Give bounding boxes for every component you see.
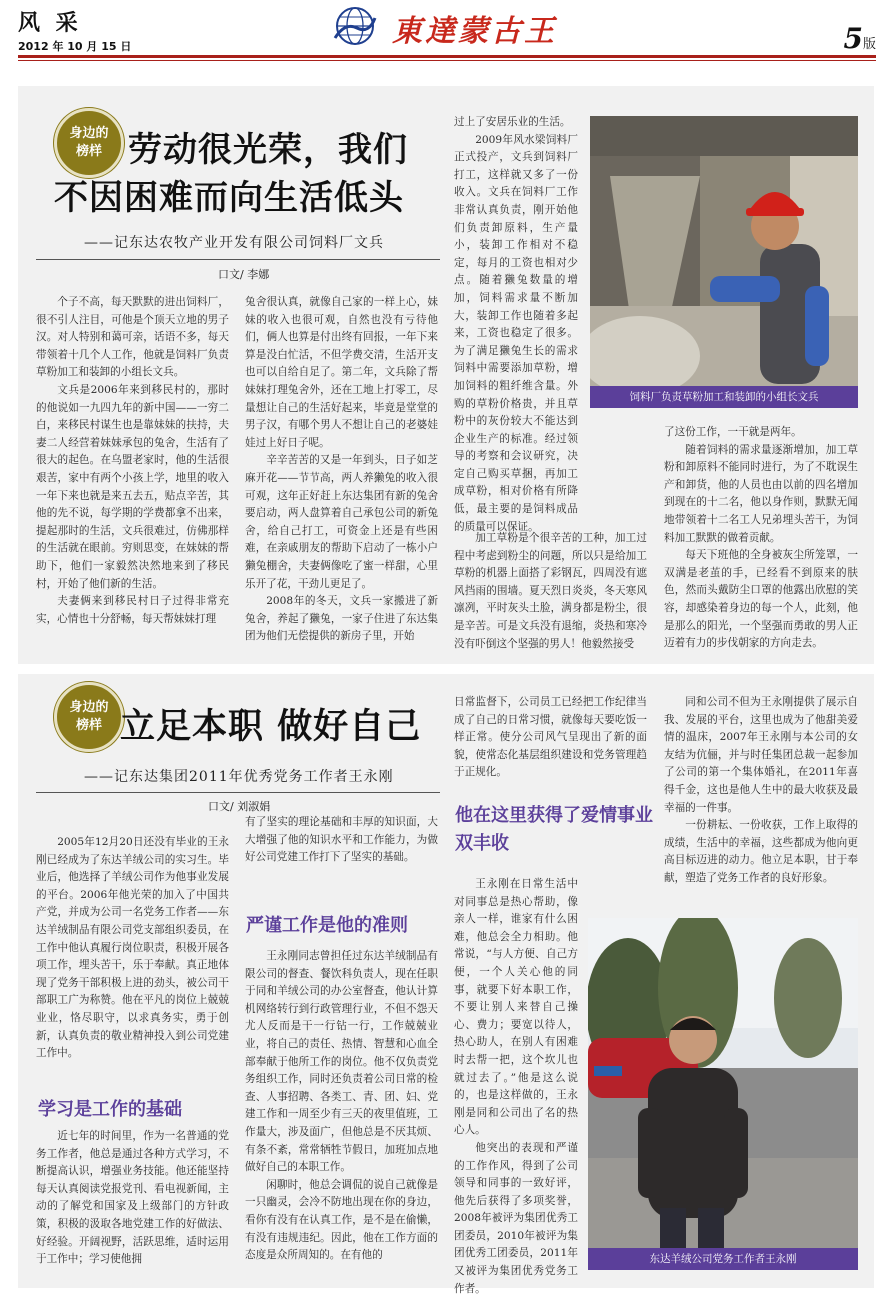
paragraph: 了这份工作，一干就是两年。: [664, 426, 802, 438]
paragraph: 闲聊时，他总会调侃的说自己就像是一只幽灵，会冷不防地出现在你的身边，看你有没有在认真工作，是不是在偷懒，有没有违规违纪。因此，他在工作方面的态度是众所周知的。在有他的: [245, 1178, 438, 1262]
article-1-column-3-lower: [454, 530, 647, 653]
article-2-column-1-lower: [36, 1128, 229, 1269]
paragraph: 一份耕耘、一份收获，工作上取得的成绩，生活中的幸福，这些都成为他向更高目标迈进的动力。他立足本职，甘于奉献，塑造了党务工作者的良好形象。: [664, 819, 858, 884]
article-1-column-4: [664, 424, 858, 653]
paragraph: 每天下班他的全身被灰尘所笼罩，一双满是老茧的手，已经看不到原来的肤色，然而头戴防尘口罩的他露出欣慰的笑容，却感染着身边的每一个人，此刻，他是那么的阳光，一个坚强而勇敢的男人正迈着有力的步伐朝家的方向走去。: [664, 549, 858, 650]
article-2-column-1: [36, 834, 229, 1063]
article-1-column-3: [454, 114, 578, 536]
paragraph: 过上了安居乐业的生活。: [454, 116, 571, 128]
paragraph: 文兵是2006年来到移民村的，那时的他说如一九四九年的新中国——一穷二白，来移民村谋生也是靠妹妹的扶持，夫妻二人经营着妹妹承包的兔舍，生活有了很大的起色。在乌盟老家时，他的生活很艰苦，家中有两个小孩上学，地里的收入一年下来也就是来五去五，贴点辛苦，其他的先不说，每学期的学费都拿不出来，提起那时的生活，文兵很难过，仿佛那样的生活就在眼前。穷则思变，在妹妹的帮助下，他们一家毅然决然地来到了移民村，开始了他们新的生活。: [36, 383, 229, 590]
section-heading-study: 学习是工作的基础: [38, 1099, 182, 1120]
header-rule-thin: [18, 60, 876, 61]
section-heading-rigor: 严谨工作是他的准则: [246, 915, 408, 936]
article-1-photo: [590, 116, 858, 408]
paragraph: 2005年12月20日还没有毕业的王永刚已经成为了东达羊绒公司的实习生。毕业后，他选择了羊绒公司作为他事业发展的平台。2006年他光荣的加入了中国共产党，并成为公司一名党务工作者——东达羊绒制品有限公司党支部组织委员，在工作中他认真履行岗位职责，积极开展各项工作，埋头苦干，乐于奉献。真正地体现了党务干部积极上进的劲头，被公司干部职工广为称赞。他在平凡的岗位上兢兢业业，恪尽职守，以求真务实，勇于创新，认真负责的敬业精神投入到公司党建工作中。: [36, 836, 229, 1060]
page-number-value: 5: [843, 22, 863, 55]
paragraph: 王永刚在日常生活中对同事总是热心帮助，像亲人一样，谁家有什么困难，他总会全力相助。他常说，“与人方便、自己方便，一个人关心他的同事，就要下好本职工作，不要让别人来替自己操心、费力；要宽以待人，热心助人，在别人有困难时去帮一把，这个坎儿也就过去了。”他是这么说的，也是这样做的，王永刚是同和公司出了名的热心人。: [454, 878, 578, 1137]
paragraph: 随着饲料的需求量逐渐增加，加工草粉和卸原料不能同时进行，为了不耽误生产和卸货，他的人员也由以前的四名增加到现在的十二名，他以身作则，默默无闻地带领着十二名工人兄弟埋头苦干，为饲料加工默默的做着贡献。: [664, 443, 858, 544]
article-2-photo-caption: 东达羊绒公司党务工作者王永刚: [588, 1248, 858, 1270]
paragraph: 辛辛苦苦的又是一年到头，日子如芝麻开花——节节高，两人养獭兔的收入很可观，这年正好赶上东达集团有新的兔舍要启动，两人盘算着自己承包公司的新兔舍，给自己打工，可资金上还是有些困难，在亲戚朋友的帮助下启动了一栋小户獭兔棚舍，夫妻俩像吃了蜜一样甜，心里乐开了花，干劲儿更足了。: [245, 454, 438, 590]
badge-line-1: 身边的: [69, 126, 109, 141]
article-2-title: 立足本职 做好自己: [120, 707, 422, 747]
article-2-badge: [54, 682, 124, 752]
article-1-subtitle: ——记东达农牧产业开发有限公司饲料厂文兵: [84, 235, 384, 251]
article-2-column-2: [245, 814, 438, 867]
paragraph: 有了坚实的理论基础和丰厚的知识面，大大增强了他的知识水平和工作能力，为做好公司党建工作打下了坚实的基础。: [245, 816, 438, 864]
section-heading-love-career: 他在这里获得了爱情事业双丰收: [455, 805, 653, 854]
paragraph: 日常监督下，公司员工已经把工作纪律当成了自己的日常习惯，就像每天要吃饭一样正常。使分公司风气呈现出了新的面貌，使常态化基层组织建设和党务管理趋于正规化。: [454, 696, 647, 779]
header-rule: [18, 55, 876, 58]
page-number: [844, 22, 877, 55]
article-2-title-rule: [36, 792, 440, 793]
article-1-column-2: [245, 294, 438, 646]
newspaper-name: 東達蒙古王: [392, 14, 557, 49]
article-1-title-line-1: 劳动很光荣，我们: [128, 130, 408, 170]
article-1-byline: 口文/ 李娜: [218, 268, 270, 281]
paragraph: 王永刚同志曾担任过东达羊绒制品有限公司的督查、餐饮科负责人，现在任职于同和羊绒公司的办公室督查，他认计算机网络转行到行政管理行业，不但不怨天尤人反而是干一行钻一行，工作兢兢业业，将自己的责任、热情、智慧和心血全部奉献于他所工作的岗位。他不仅负责党务组织工作，同时还负责着公司日常的检查、人事招聘、各类工、青、团、妇、党建工作和一周至少有三天的夜里值班，工作量大，涉及面广，但他总是不厌其烦、有条不紊，常常牺牲节假日，加班加点地做好自己的本职工作。: [245, 950, 438, 1174]
paragraph: 夫妻俩来到移民村日子过得非常充实，心情也十分舒畅，每天帮妹妹打理: [36, 595, 229, 625]
paragraph: 2008年的冬天，文兵一家搬进了新兔舍，养起了獭兔，一家子住进了东达集团为他们无偿提供的新房子里，开始: [245, 595, 438, 643]
article-2-column-3: [454, 694, 647, 782]
issue-date: 2012 年 10 月 15 日: [18, 40, 132, 53]
article-1-photo-caption: 饲料厂负责草粉加工和装卸的小组长文兵: [590, 386, 858, 408]
badge-line-1: 身边的: [69, 700, 109, 715]
article-1-title-rule: [36, 259, 440, 260]
badge-line-2: 榜样: [75, 718, 102, 733]
paragraph: 他突出的表现和严谨的工作作风，得到了公司领导和同事的一致好评，他先后获得了多项奖誉，2008年被评为集团优秀工团委员，2010年被评为集团优秀工团委员，2011年又被评为集团优秀党务工作者。: [454, 1141, 578, 1295]
paragraph: 加工草粉是个很辛苦的工种，加工过程中考虑到粉尘的问题，所以只是给加工草粉的机器上面搭了彩钢瓦，四周没有遮风挡雨的围墙。夏天烈日炎炎，冬天寒风凛冽，平时灰头土脸，满身都是粉尘，很是辛苦。可是文兵没有退缩，炎热和寒冷没有吓倒这个坚强的男人！他毅然接受: [454, 532, 647, 650]
worker-photo-illustration: [590, 116, 858, 408]
man-photo-illustration: [588, 918, 858, 1270]
article-2-byline: 口文/ 刘淑娟: [208, 800, 271, 813]
globe-logo-icon: [333, 4, 377, 48]
article-2-column-2-lower: [245, 948, 438, 1265]
paragraph: 近七年的时间里，作为一名普通的党务工作者，他总是通过各种方式学习，不断提高认识，增强业务技能。他还能坚持每天认真阅读党报党刊、看电视新闻，主动的了解党和国家及上级部门的方针政策，积极的汲取各地党建工作的好做法、好经验。开阔视野，活跃思维，适时运用于工作中；学习使他拥: [36, 1130, 229, 1266]
badge-line-2: 榜样: [75, 144, 102, 159]
article-1-badge: [54, 108, 124, 178]
paragraph: 同和公司不但为王永刚提供了展示自我、发展的平台，这里也成为了他甜美爱情的温床，2007年王永刚与本公司的女友结为伉俪，并与时任集团总裁一起参加了公司的第一个集体婚礼，在2011年喜得千金，这也是他人生中的最大收获及最幸福的一件事。: [664, 696, 858, 814]
page-number-suffix: 版: [862, 37, 876, 52]
article-1-column-1: [36, 294, 229, 628]
article-2-column-4: [664, 694, 858, 888]
section-name: 风 采: [18, 11, 82, 36]
paragraph: 2009年风水梁饲料厂正式投产，文兵到饲料厂打工，这样就又多了一份收入。文兵在饲料厂工作非常认真负责，刚开始他们负责卸原料，生产量小，装卸工作相对不稳定，每月的工资也相对少点。随着獭兔数量的增加，饲料需求量不断加大，装卸工作也随着多起来，工资也稳定了很多。为了满足獭兔生长的需求饲料中需要添加草粉，增加饲料的粗纤维含量。外购的草粉价格贵，并且草粉中的灰份较大不能达到企业生产的标准。经过领导的考察和会议研究，决定自己购买草捆，再加工成草粉，相对价格有所降低，最主要的是饲料成品的质量可以保证。: [454, 133, 578, 533]
article-1-title-line-2: 不因困难而向生活低头: [54, 178, 404, 218]
article-2-subtitle: ——记东达集团2011年优秀党务工作者王永刚: [84, 769, 394, 785]
article-2-column-3-lower: [454, 876, 578, 1298]
paragraph: 兔舍很认真，就像自己家的一样上心，妹妹的收入也很可观，自然也没有亏待他们，俩人也算是付出终有回报，一年下来算是没白忙活，不但学费交清，生活开支也可以自给自足了。第二年，文兵除了帮妹妹打理兔舍外，还在工地上打零工，尽量想让自己的生活好起来，毕竟是堂堂的男子汉，有哪个男人不想让自己的老婆娃娃过上好日子呢。: [245, 296, 438, 449]
article-2-photo: [588, 918, 858, 1270]
paragraph: 个子不高，每天默默的进出饲料厂，很不引人注目，可他是个顶天立地的男子汉。对人特别和蔼可亲，话语不多，每天带领着十几个人工作，他就是饲料厂负责草粉加工和装卸的小组长文兵。: [36, 296, 229, 379]
